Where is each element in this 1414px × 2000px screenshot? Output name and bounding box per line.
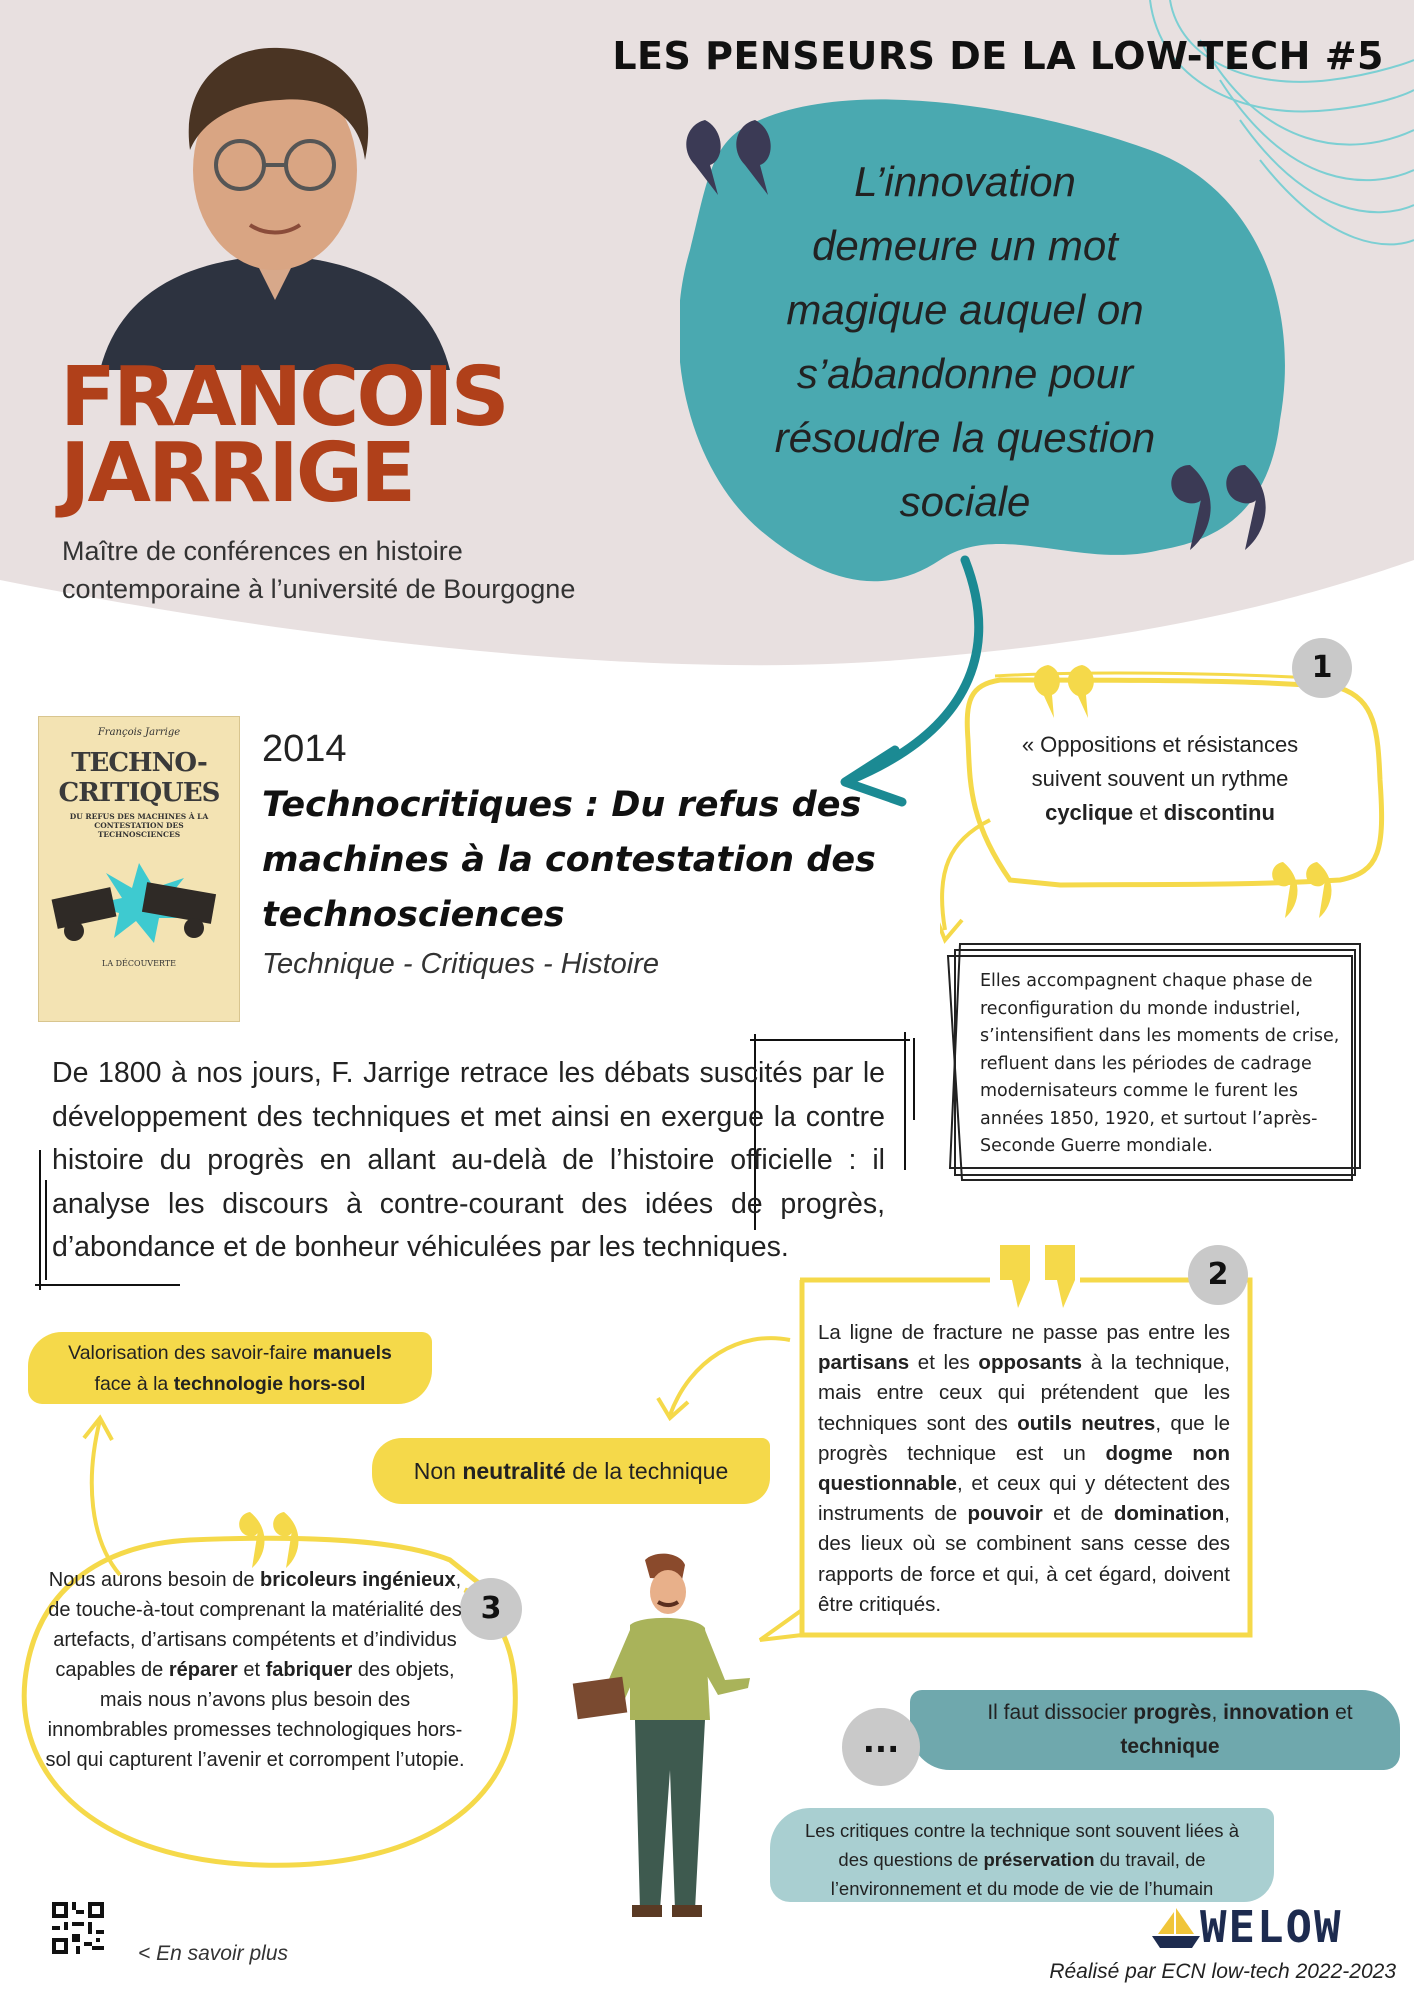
person-role [62,532,575,608]
box2-text [818,1318,1230,1620]
summary-paragraph: De 1800 à nos jours, F. Jarrige retrace les débats suscités par le développement des techniques et met ainsi en exergue la contre histoire du progrès en allant au-delà de l’histoire officielle : il analyse les discours à contre-courant des idées de progrès, d’abondance et de bonheur véhiculées par les techniques. [52,1057,885,1263]
book-year: 2014 [262,728,347,770]
pill-dissociate [910,1690,1400,1770]
person-name [60,350,507,521]
locomotive-illustration [44,843,234,953]
bold-span: neutralité [462,1458,566,1484]
bold-span: discontinu [1163,800,1275,825]
pill-line [940,1696,1400,1730]
text-span: Nous aurons besoin de [48,1569,261,1591]
ellipsis-text: ... [862,1722,900,1760]
text-span: de la technique [565,1458,729,1484]
quote-line: demeure un mot [812,222,1118,269]
bold-span: manuels [312,1342,392,1364]
pill-line [28,1369,432,1400]
badge-number: 3 [480,1591,502,1626]
cover-author: François Jarrige [97,727,181,738]
quote-line: magique auquel on [786,286,1144,333]
text-span: , de touche-à-tout comprenant la matérialité des artefacts, d’artisans compétents et d’individus capables de [48,1569,462,1681]
bold-span: cyclique [1045,800,1134,825]
main-quote-text [750,150,1180,534]
bold-span: pouvoir [967,1502,1043,1526]
bold-span: innovation [1223,1701,1330,1724]
text-span: , [1211,1701,1224,1724]
pill-line [28,1338,432,1369]
text-span: des objets, mais nous n’avons plus besoin des innombrables promesses technologiques hors-sol qui capturent l’avenir et corrompent l’utopie. [45,1659,465,1771]
cover-subtitle: DU REFUS DES MACHINES À LA CONTESTATION DES TECHNOSCIENCES [69,812,209,839]
text-span: et [1329,1701,1353,1724]
box3-text [45,1565,465,1775]
text-span: Non [413,1458,463,1484]
badge-number: 1 [1311,650,1333,685]
box2-quote-icon [990,1240,1090,1310]
boat-logo-icon [1150,1904,1202,1954]
badge-1 [1292,638,1352,698]
box1-detail: Elles accompagnent chaque phase de reconfiguration du monde industriel, s’intensifient dans les moments de crise, refluent dans les périodes de cadrage modernisateurs comme le furent les années 1850, 1920, et surtout l’après-Seconde Guerre mondiale. [980,971,1340,1156]
badge-2 [1188,1245,1248,1305]
book-title: Technocritiques : Du refus des machines à la contestation des technosciences [262,785,876,935]
bold-span: opposants [978,1351,1083,1375]
text-span: et les [909,1351,979,1375]
man-illustration [560,1550,760,1930]
text-span: « Oppositions et résistances suivent souvent un rythme [1021,732,1299,791]
bold-span: bricoleurs ingénieux [260,1569,456,1591]
book-cover [38,716,240,1022]
bold-span: outils neutres [1017,1411,1156,1435]
quote-line: résoudre la question [774,414,1156,461]
text-span: face à la [94,1373,174,1395]
text-span: , et ceux qui y détectent des instruments de [818,1472,1230,1526]
bold-span: progrès [1133,1701,1212,1724]
last-name: JARRIGE [60,426,414,521]
quote-line: sociale [899,478,1031,525]
series-title: LES PENSEURS DE LA LOW-TECH #5 [612,34,1384,78]
text-span: Valorisation des savoir-faire [68,1342,313,1364]
role-line-2: contemporaine à l’université de Bourgogne [62,574,576,604]
bold-span: partisans [818,1351,910,1375]
qr-code[interactable] [52,1902,104,1954]
bold-span: préservation [983,1849,1095,1870]
ellipsis-badge [842,1708,920,1786]
pill-line [940,1730,1400,1764]
box1-close-quote-icon [1265,860,1345,920]
arrow-left-icon [650,1320,800,1430]
text-span: et [237,1659,266,1681]
box1-quote [1005,728,1315,830]
cover-title-2: CRITIQUES [58,778,220,808]
text-span: et [1133,800,1164,825]
bold-span: domination [1113,1502,1225,1526]
portrait-photo [80,40,470,370]
text-span: , que le progrès technique est un [818,1411,1230,1465]
learn-more-link[interactable]: < En savoir plus [138,1942,288,1965]
bold-span: réparer [168,1659,238,1681]
cover-title-1: TECHNO- [71,748,207,778]
text-span: Il faut dissocier [987,1701,1134,1724]
first-name: FRANCOIS [60,350,507,445]
badge-3 [460,1578,522,1640]
bold-span: technique [1120,1735,1220,1758]
text-span: , des lieux où se combinent sans cesse des rapports de force et qui, à cet égard, doivent être critiqués. [818,1502,1230,1616]
text-span: du travail, de l’environnement et du mode de vie de l’humain [830,1849,1214,1899]
welow-logo: WELOW [1200,1902,1343,1953]
pill-manual-text [28,1332,432,1400]
quote-line: L’innovation [854,158,1076,205]
pill-manual [28,1332,432,1404]
bold-span: fabriquer [265,1659,353,1681]
text-span: Les critiques contre la technique sont souvent liées à des questions de [805,1820,1239,1870]
quote-line: s’abandonne pour [796,350,1134,397]
box3-quote-icon [232,1510,312,1570]
text-span: La ligne de fracture ne passe pas entre les [818,1321,1230,1344]
pill-dissociate-text [910,1690,1400,1764]
cover-publisher: LA DÉCOUVERTE [102,959,176,968]
pill-neutrality [372,1438,770,1504]
text-span: à la technique, mais entre ceux qui prétendent que les techniques sont des [818,1351,1230,1435]
bold-span: dogme non questionnable [818,1441,1230,1496]
role-line-1: Maître de conférences en histoire [62,536,463,566]
pill-critics [770,1808,1274,1902]
credit-line: Réalisé par ECN low-tech 2022-2023 [1049,1960,1396,1983]
pill-neutrality-text [372,1438,770,1504]
pill-critics-text [770,1808,1274,1903]
book-tags: Technique - Critiques - Histoire [262,948,660,980]
bold-span: technologie hors-sol [173,1373,366,1395]
text-span: et de [1042,1502,1114,1526]
box1-open-quote-icon [1030,660,1110,720]
badge-number: 2 [1207,1257,1229,1292]
